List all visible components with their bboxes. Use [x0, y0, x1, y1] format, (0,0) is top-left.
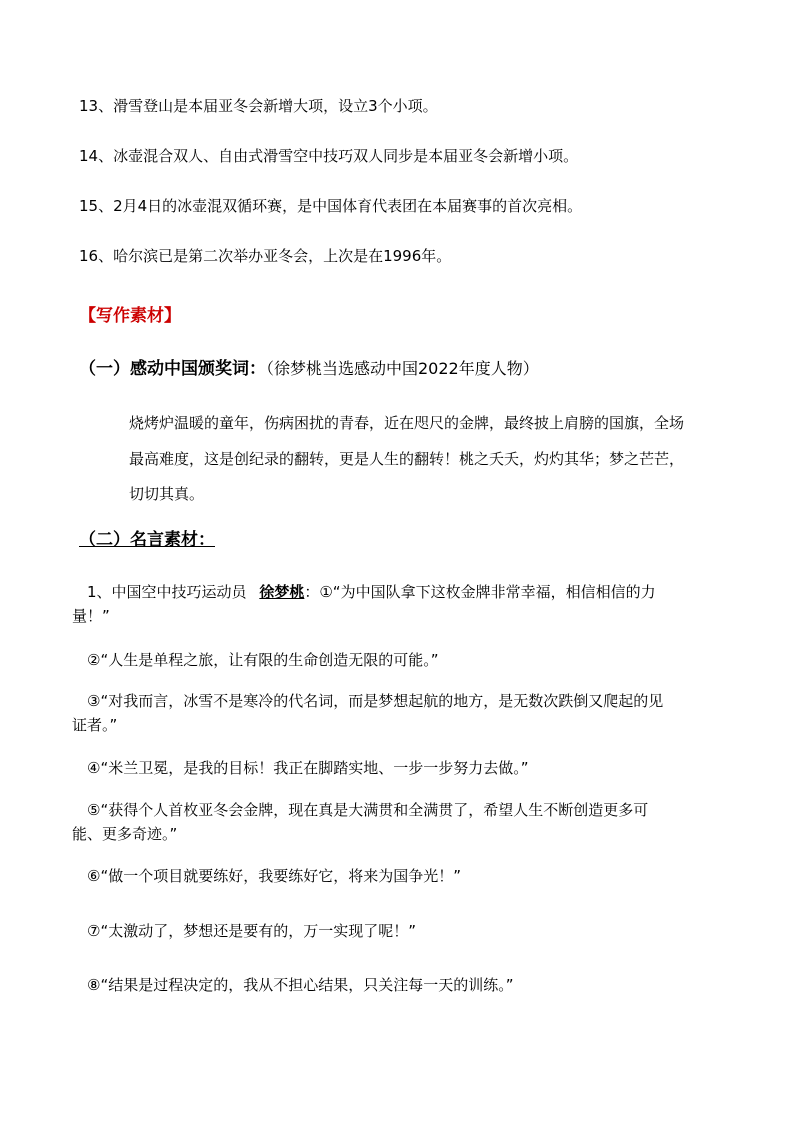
athlete-name: 徐梦桃 [259, 583, 305, 601]
part1-heading: （一）感动中国颁奖词： [79, 359, 266, 379]
fact-15: 15、2月4日的冰壶混双循环赛，是中国体育代表团在本届赛事的首次亮相。 [79, 197, 583, 215]
part1-note: （徐梦桃当选感动中国2022年度人物） [266, 359, 539, 378]
quote-5-part-a: ⑤“获得个人首枚亚冬会金牌，现在真是大满贯和全满贯了，希望人生不断创造更多可 [87, 801, 649, 819]
quote-intro-row [87, 582, 656, 602]
award-speech-line-2: 最高难度，这是创纪录的翻转，更是人生的翻转！桃之夭夭，灼灼其华；梦之芒芒， [129, 450, 685, 468]
part2-heading: （二）名言素材： [79, 530, 215, 550]
fact-14: 14、冰壶混合双人、自由式滑雪空中技巧双人同步是本届亚冬会新增小项。 [79, 147, 579, 165]
section-title-writing-material: 【写作素材】 [79, 306, 181, 326]
award-speech-line-1: 烧烤炉温暖的童年，伤病困扰的青春，近在咫尺的金牌，最终披上肩膀的国旗，全场 [129, 414, 685, 432]
quote-5-part-b: 能、更多奇迹。” [72, 825, 178, 843]
quote-3-part-a: ③“对我而言，冰雪不是寒冷的代名词，而是梦想起航的地方，是无数次跌倒又爬起的见 [87, 692, 664, 710]
quote-2: ②“人生是单程之旅，让有限的生命创造无限的可能。” [87, 651, 439, 669]
quote-intro-prefix: 1、中国空中技巧运动员 [87, 583, 247, 601]
fact-13: 13、滑雪登山是本届亚冬会新增大项，设立3个小项。 [79, 97, 438, 115]
quote-3-part-b: 证者。” [72, 716, 118, 734]
quote-8: ⑧“结果是过程决定的，我从不担心结果，只关注每一天的训练。” [87, 976, 514, 994]
award-speech-line-3: 切切其真。 [129, 485, 205, 503]
quote-1-part-a: ①“为中国队拿下这枚金牌非常幸福，相信相信的力 [319, 583, 656, 601]
fact-16: 16、哈尔滨已是第二次举办亚冬会，上次是在1996年。 [79, 247, 452, 265]
quote-1-part-b: 量！” [72, 607, 110, 625]
quote-intro-colon: ： [304, 583, 320, 601]
quote-7: ⑦“太激动了，梦想还是要有的，万一实现了呢！” [87, 922, 416, 940]
quote-6: ⑥“做一个项目就要练好，我要练好它，将来为国争光！” [87, 867, 461, 885]
quote-4: ④“米兰卫冕，是我的目标！我正在脚踏实地、一步一步努力去做。” [87, 759, 529, 777]
part1-heading-row [79, 357, 539, 381]
